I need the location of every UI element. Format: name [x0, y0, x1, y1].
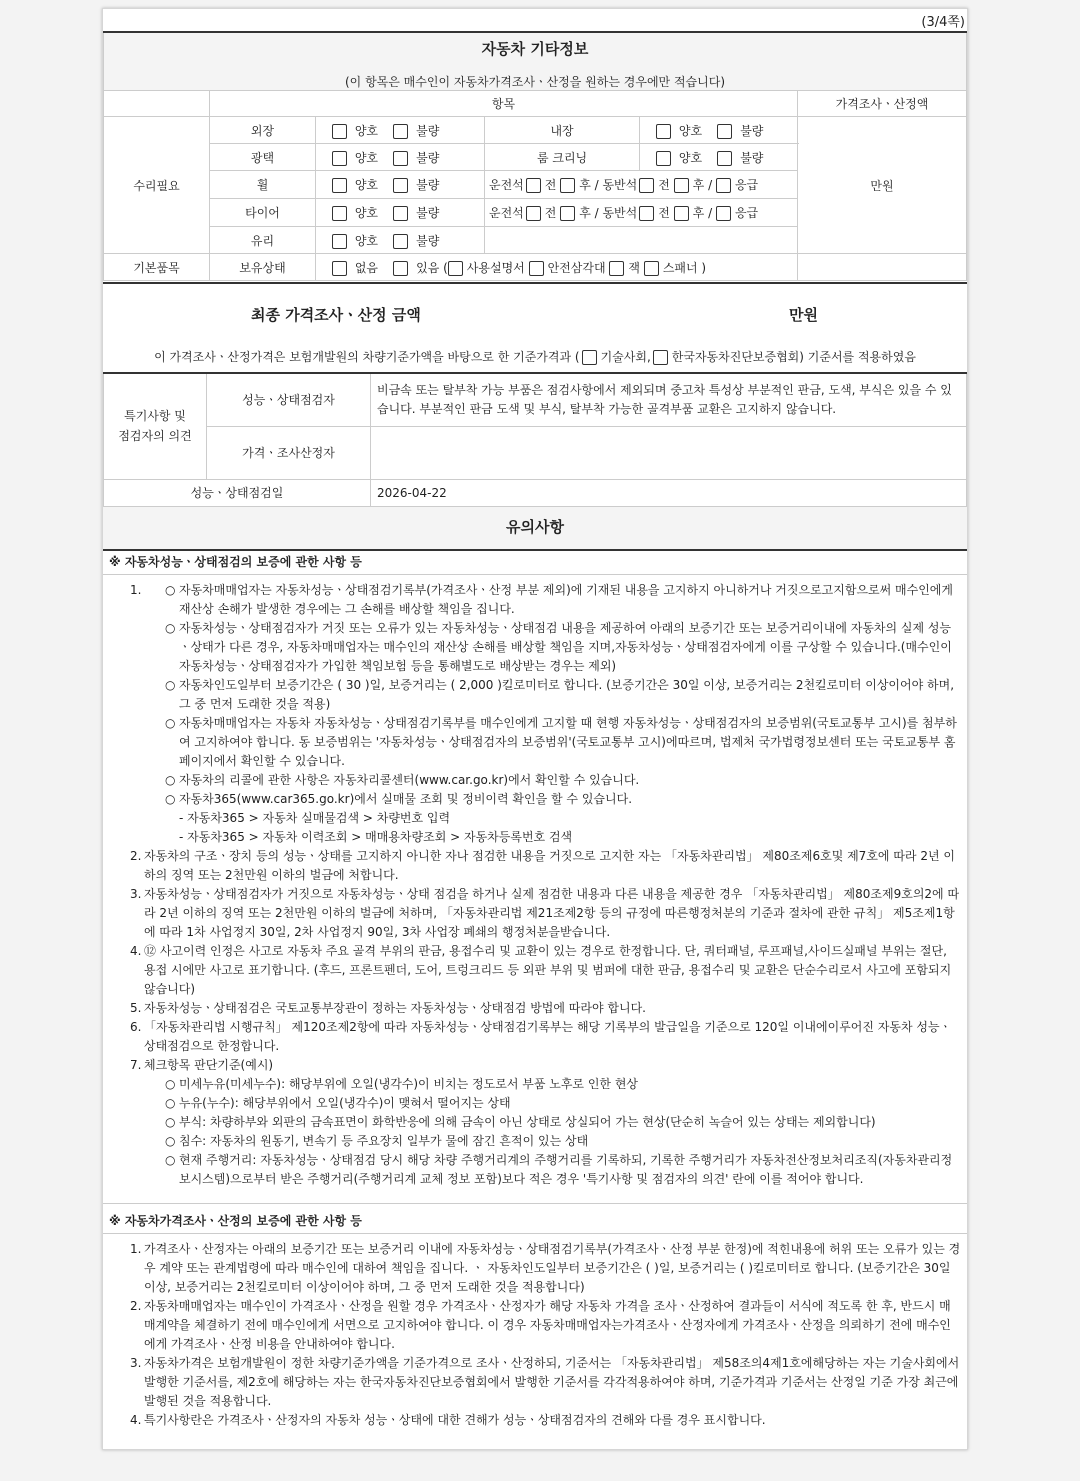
list-item: 4. 특기사항란은 가격조사ㆍ산정자의 자동차 성능ㆍ상태에 대한 견해가 성능ㆍ상태점검자의 견해와 다를 경우 표시합니다. — [130, 1413, 766, 1427]
notice-list-1 — [103, 581, 961, 1203]
basic-options: 없음 있음 ( 사용설명서 안전삼각대 잭 스패너 ) — [316, 254, 798, 281]
list-subitem: ○ 자동차의 리콜에 관한 사항은 자동차리콜센터(www.car.go.kr)에서 확인할 수 있습니다. — [165, 773, 640, 787]
good-bad-options: 양호 불량 — [316, 199, 485, 227]
good-bad-options: 양호 불량 — [316, 117, 485, 144]
row-label: 외장 — [210, 117, 316, 144]
notice-header — [103, 506, 967, 551]
checkbox[interactable] — [674, 206, 689, 221]
report-page — [102, 8, 968, 1450]
misc-subtitle: (이 항목은 매수인이 자동차가격조사ㆍ산정을 원하는 경우에만 적습니다) — [344, 74, 725, 89]
row-label: 광택 — [210, 144, 316, 171]
inspection-date: 2026-04-22 — [371, 479, 967, 506]
checkbox[interactable] — [656, 151, 671, 166]
row-label: 타이어 — [210, 199, 316, 227]
final-price-unit: 만원 — [789, 306, 818, 324]
owned-label: 보유상태 — [210, 254, 316, 281]
price-unit: 만원 — [798, 117, 967, 254]
notice-section-1 — [103, 550, 967, 1204]
checkbox[interactable] — [639, 206, 654, 221]
checkbox[interactable] — [393, 124, 408, 139]
good-bad-options: 양호 불량 — [640, 144, 798, 171]
checkbox[interactable] — [332, 178, 347, 193]
appraiser-label: 가격ㆍ조사산정자 — [207, 426, 371, 479]
checkbox[interactable] — [393, 178, 408, 193]
final-price-label: 최종 가격조사ㆍ산정 금액 — [251, 306, 421, 324]
good-bad-options: 양호 불량 — [316, 144, 485, 171]
checkbox[interactable] — [716, 178, 731, 193]
checkbox[interactable] — [393, 234, 408, 249]
checkbox[interactable] — [717, 124, 732, 139]
checkbox[interactable] — [526, 206, 541, 221]
appraiser-opinion — [371, 426, 967, 479]
list-item: 6. 「자동차관리법 시행규칙」 제120조제2항에 따라 자동차성능ㆍ상태점검기록부는 해당 기록부의 발급일을 기준으로 120일 이내에이루어진 자동차 성능ㆍ상태점검으로 한정합니다. — [130, 1020, 952, 1053]
checkbox[interactable] — [529, 261, 544, 276]
list-subitem: ○ 침수: 자동차의 원동기, 변속기 등 주요장치 일부가 물에 잠긴 흔적이 있는 상태 — [165, 1134, 589, 1148]
checkbox[interactable] — [582, 350, 597, 365]
repair-label: 수리필요 — [104, 117, 210, 254]
checkbox[interactable] — [393, 261, 408, 276]
opinion-section — [103, 372, 967, 507]
row-label: 유리 — [210, 227, 316, 254]
list-subitem: ○ 자동차매매업자는 자동차성능ㆍ상태점검기록부(가격조사ㆍ산정 부분 제외)에 기재된 내용을 고지하지 아니하거나 거짓으로고지함으로써 매수인에게 재산상 손해가 발생한 경우에는 그 손해를 배상할 책임을 집니다. — [165, 583, 953, 616]
list-item: 1. 가격조사ㆍ산정자는 아래의 보증기간 또는 보증거리 이내에 자동차성능ㆍ상태점검기록부(가격조사ㆍ산정 부분 한정)에 적힌내용에 허위 또는 오류가 있는 경우 계약 또는 관계법령에 따라 매수인에 대하여 책임을 집니다. ㆍ 자동차인도일부터 보증기간은 ( )일, 보증거리는 ( )킬로미터로 합니다. (보증기간은 30일 이상, 보증거리는 2천킬로미터 이상이어야 하며, 그 중 먼저 도래한 것을 적용합니다) — [130, 1242, 961, 1294]
list-item: 2. 자동차매매업자는 매수인이 가격조사ㆍ산정을 원할 경우 가격조사ㆍ산정자가 해당 자동차 가격을 조사ㆍ산정하여 결과들이 서식에 적도록 한 후, 반드시 매매계약을 체결하기 전에 매수인에게 서면으로 고지하여야 합니다. 이 경우 자동차매매업자는가격조사ㆍ산정자에게 가격조사ㆍ산정을 의뢰하기 전에 매수인에게 가격조사ㆍ산정 비용을 안내하여야 합니다. — [130, 1299, 951, 1351]
checkbox[interactable] — [653, 350, 668, 365]
checkbox[interactable] — [393, 151, 408, 166]
checkbox[interactable] — [644, 261, 659, 276]
checkbox[interactable] — [656, 124, 671, 139]
row-label: 내장 — [485, 117, 640, 144]
list-subitem: ○ 자동차인도일부터 보증기간은 ( 30 )일, 보증거리는 ( 2,000 )킬로미터로 합니다. (보증기간은 30일 이상, 보증거리는 2천킬로미터 이상이어야 하며, 그 중 먼저 도래한 것을 적용) — [165, 678, 955, 711]
list-item: 5. 자동차성능ㆍ상태점검은 국토교통부장관이 정하는 자동차성능ㆍ상태점검 방법에 따라야 합니다. — [130, 1001, 646, 1015]
list-item: 2. 자동차의 구조ㆍ장치 등의 성능ㆍ상태를 고지하지 아니한 자나 점검한 내용을 거짓으로 고지한 자는 「자동차관리법」 제80조제6호및 제7호에 따라 2년 이하의 징역 또는 2천만원 이하의 벌금에 처합니다. — [130, 849, 955, 882]
list-subitem: ○ 누유(누수): 해당부위에서 오일(냉각수)이 맺혀서 떨어지는 상태 — [165, 1096, 511, 1110]
section2-title: ※ 자동차가격조사ㆍ산정의 보증에 관한 사항 등 — [103, 1209, 967, 1234]
notice-title: 유의사항 — [506, 518, 564, 536]
list-item: 3. 자동차가격은 보험개발원이 정한 차량기준가액을 기준가격으로 조사ㆍ산정하되, 기준서는 「자동차관리법」 제58조의4제1호에해당하는 자는 기술사회에서 발행한 기준서를, 제2호에 해당하는 자는 한국자동차진단보증협회에서 발행한 기준서를 각각적용하여야 하며, 기준가격과 기준서는 산정일 기준 가장 최근에 발행된 것을 적용합니다. — [130, 1356, 960, 1408]
checkbox[interactable] — [332, 261, 347, 276]
row-label: 휠 — [210, 171, 316, 199]
final-price-note: 이 가격조사ㆍ산정가격은 보험개발원의 차량기준가액을 바탕으로 한 기준가격과 ( 기술사회, 한국자동차진단보증협회) 기준서를 적용하였음 — [154, 350, 916, 364]
checkbox[interactable] — [609, 261, 624, 276]
checkbox[interactable] — [560, 178, 575, 193]
good-bad-options: 양호 불량 — [316, 171, 485, 199]
checkbox[interactable] — [332, 234, 347, 249]
misc-title: 자동차 기타정보 — [481, 39, 589, 58]
checkbox[interactable] — [526, 178, 541, 193]
seat-options: 운전석 전 후 / 동반석 전 후 / 응급 — [485, 171, 798, 199]
list-item: 1. ○ 자동차매매업자는 자동차성능ㆍ상태점검기록부(가격조사ㆍ산정 부분 제외)에 기재된 내용을 고지하지 아니하거나 거짓으로고지함으로써 매수인에게 재산상 손해가 발생한 경우에는 그 손해를 배상할 책임을 집니다. ○ 자동차성능ㆍ상태점검자가 거짓 또는 오류가 있는 자동차성능ㆍ상태점검 내용을 제공하여 아래의 보증기간 또는 보증거리이내에 자동차의 실제 성능ㆍ상태가 다른 경우, 자동차매매업자는 매수인의 재산상 손해를 배상할 책임을 지며,자동차성능ㆍ상태점검자에게 이를 구상할 수 있습니다.(매수인이 자동차성능ㆍ상태점검자가 가입한 책임보험 등을 통해별도로 배상받는 경우는 제외) ○ 자동차인도일부터 보증기간은 ( 30 )일, 보증거리는 ( 2,000 )킬로미터로 합니다. (보증기간은 30일 이상, 보증거리는 2천킬로미터 이상이어야 하며, 그 중 먼저 도래한 것을 적용) ○ 자동차매매업자는 자동차 자동차성능ㆍ상태점검기록부를 매수인에게 고지할 때 현행 자동차성능ㆍ상태점검자의 보증범위(국토교통부 고시)를 첨부하여 고지하여야 합니다. 동 보증범위는 '자동차성능ㆍ상태점검자의 보증범위'(국토교통부 고시)에따르며, 법제처 국가법령정보센터 또는 국토교통부 홈페이지에서 확인할 수 있습니다. ○ 자동차의 리콜에 관한 사항은 자동차리콜센터(www.car.go.kr)에서 확인할 수 있습니다. ○ 자동차365(www.car365.go.kr)에서 실매물 조회 및 정비이력 확인을 할 수 있습니다. - 자동차365 > 자동차 실매물검색 > 차량번호 입력 - 자동차365 > 자동차 이력조회 > 매매용차량조회 > 자동차등록번호 검색 — [103, 581, 961, 847]
checkbox[interactable] — [448, 261, 463, 276]
checkbox[interactable] — [716, 206, 731, 221]
list-subitem: ○ 현재 주행거리: 자동차성능ㆍ상태점검 당시 해당 차량 주행거리계의 주행거리를 기록하되, 기록한 주행거리가 자동차전산정보처리조직(자동차관리정보시스템)으로부터 받은 주행거리(주행거리계 교체 정보 포함)보다 적은 경우 '특기사항 및 점검자의 의견' 란에 이를 적어야 합니다. — [165, 1153, 953, 1186]
page-number: (3/4쪽) — [921, 15, 965, 30]
inspector-opinion: 비금속 또는 탈부착 가능 부품은 점검사항에서 제외되며 중고차 특성상 부분적인 판금, 도색, 부식은 있을 수 있습니다. 부분적인 판금 도색 및 부식, 탈부착 가능한 골격부품 교환은 고지하지 않습니다. — [371, 373, 967, 426]
list-subitem: ○ 미세누유(미세누수): 해당부위에 오일(냉각수)이 비치는 정도로서 부품 노후로 인한 현상 — [165, 1077, 639, 1091]
inspection-date-label: 성능ㆍ상태점검일 — [104, 479, 371, 506]
checkbox[interactable] — [560, 206, 575, 221]
list-subitem: ○ 자동차성능ㆍ상태점검자가 거짓 또는 오류가 있는 자동차성능ㆍ상태점검 내용을 제공하여 아래의 보증기간 또는 보증거리이내에 자동차의 실제 성능ㆍ상태가 다른 경우, 자동차매매업자는 매수인의 재산상 손해를 배상할 책임을 지며,자동차성능ㆍ상태점검자에게 이를 구상할 수 있습니다.(매수인이 자동차성능ㆍ상태점검자가 가입한 책임보험 등을 통해별도로 배상받는 경우는 제외) — [165, 621, 952, 673]
row-label: 룸 크리닝 — [485, 144, 640, 171]
list-dash: - 자동차365 > 자동차 실매물검색 > 차량번호 입력 — [179, 811, 451, 825]
list-subitem: ○ 부식: 차량하부와 외판의 금속표면이 화학반응에 의해 금속이 아닌 상태로 상실되어 가는 현상(단순히 녹슬어 있는 상태는 제외합니다) — [165, 1115, 876, 1129]
checkbox[interactable] — [717, 151, 732, 166]
list-item: 4. ⑫ 사고이력 인정은 사고로 자동차 주요 골격 부위의 판금, 용접수리 및 교환이 있는 경우로 한정합니다. 단, 쿼터패널, 루프패널,사이드실패널 부위는 절단, 용접 시에만 사고로 표기합니다. (후드, 프론트펜더, 도어, 트렁크리드 등 외판 부위 및 범퍼에 대한 판금, 용접수리 및 교환은 단순수리로서 사고에 포함되지않습니다) — [130, 944, 952, 996]
section1-title: ※ 자동차성능ㆍ상태점검의 보증에 관한 사항 등 — [103, 550, 967, 575]
notice-section-2 — [103, 1209, 967, 1430]
checkbox[interactable] — [332, 124, 347, 139]
notice-list-2 — [103, 1240, 961, 1430]
list-item: 7. 체크항목 판단기준(예시) — [130, 1058, 274, 1072]
checkbox[interactable] — [332, 151, 347, 166]
list-item — [103, 1075, 961, 1203]
inspector-label: 성능ㆍ상태점검자 — [207, 373, 371, 426]
good-bad-options: 양호 불량 — [640, 117, 798, 144]
checkbox[interactable] — [639, 178, 654, 193]
list-dash: - 자동차365 > 자동차 이력조회 > 매매용차량조회 > 자동차등록번호 검색 — [179, 830, 573, 844]
basic-label: 기본품목 — [104, 254, 210, 281]
good-bad-options: 양호 불량 — [316, 227, 485, 254]
list-item: 3. 자동차성능ㆍ상태점검자가 거짓으로 자동차성능ㆍ상태 점검을 하거나 실제 점검한 내용과 다른 내용을 제공한 경우 「자동차관리법」 제80조제9호의2에 따라 2년 이하의 징역 또는 2천만원 이하의 벌금에 처하며, 「자동차관리법 제21조제2항 등의 규정에 따른행정처분의 기준과 절차에 관한 규칙」 제5조제1항에 따라 1차 사업정지 30일, 2차 사업정지 90일, 3차 사업장 폐쇄의 행정처분을받습니다. — [130, 887, 960, 939]
list-subitem: ○ 자동차365(www.car365.go.kr)에서 실매물 조회 및 정비이력 확인을 할 수 있습니다. — [165, 792, 633, 806]
checkbox[interactable] — [332, 206, 347, 221]
col-item: 항목 — [210, 91, 798, 117]
checkbox[interactable] — [393, 206, 408, 221]
seat-options: 운전석 전 후 / 동반석 전 후 / 응급 — [485, 199, 798, 227]
opinion-label: 특기사항 및 점검자의 의견 — [104, 373, 207, 479]
misc-info-section — [103, 31, 967, 281]
final-price-section — [103, 282, 967, 374]
list-subitem: ○ 자동차매매업자는 자동차 자동차성능ㆍ상태점검기록부를 매수인에게 고지할 때 현행 자동차성능ㆍ상태점검자의 보증범위(국토교통부 고시)를 첨부하여 고지하여야 합니다. 동 보증범위는 '자동차성능ㆍ상태점검자의 보증범위'(국토교통부 고시)에따르며, 법제처 국가법령정보센터 또는 국토교통부 홈페이지에서 확인할 수 있습니다. — [165, 716, 957, 768]
checkbox[interactable] — [674, 178, 689, 193]
col-price: 가격조사ㆍ산정액 — [798, 91, 967, 117]
